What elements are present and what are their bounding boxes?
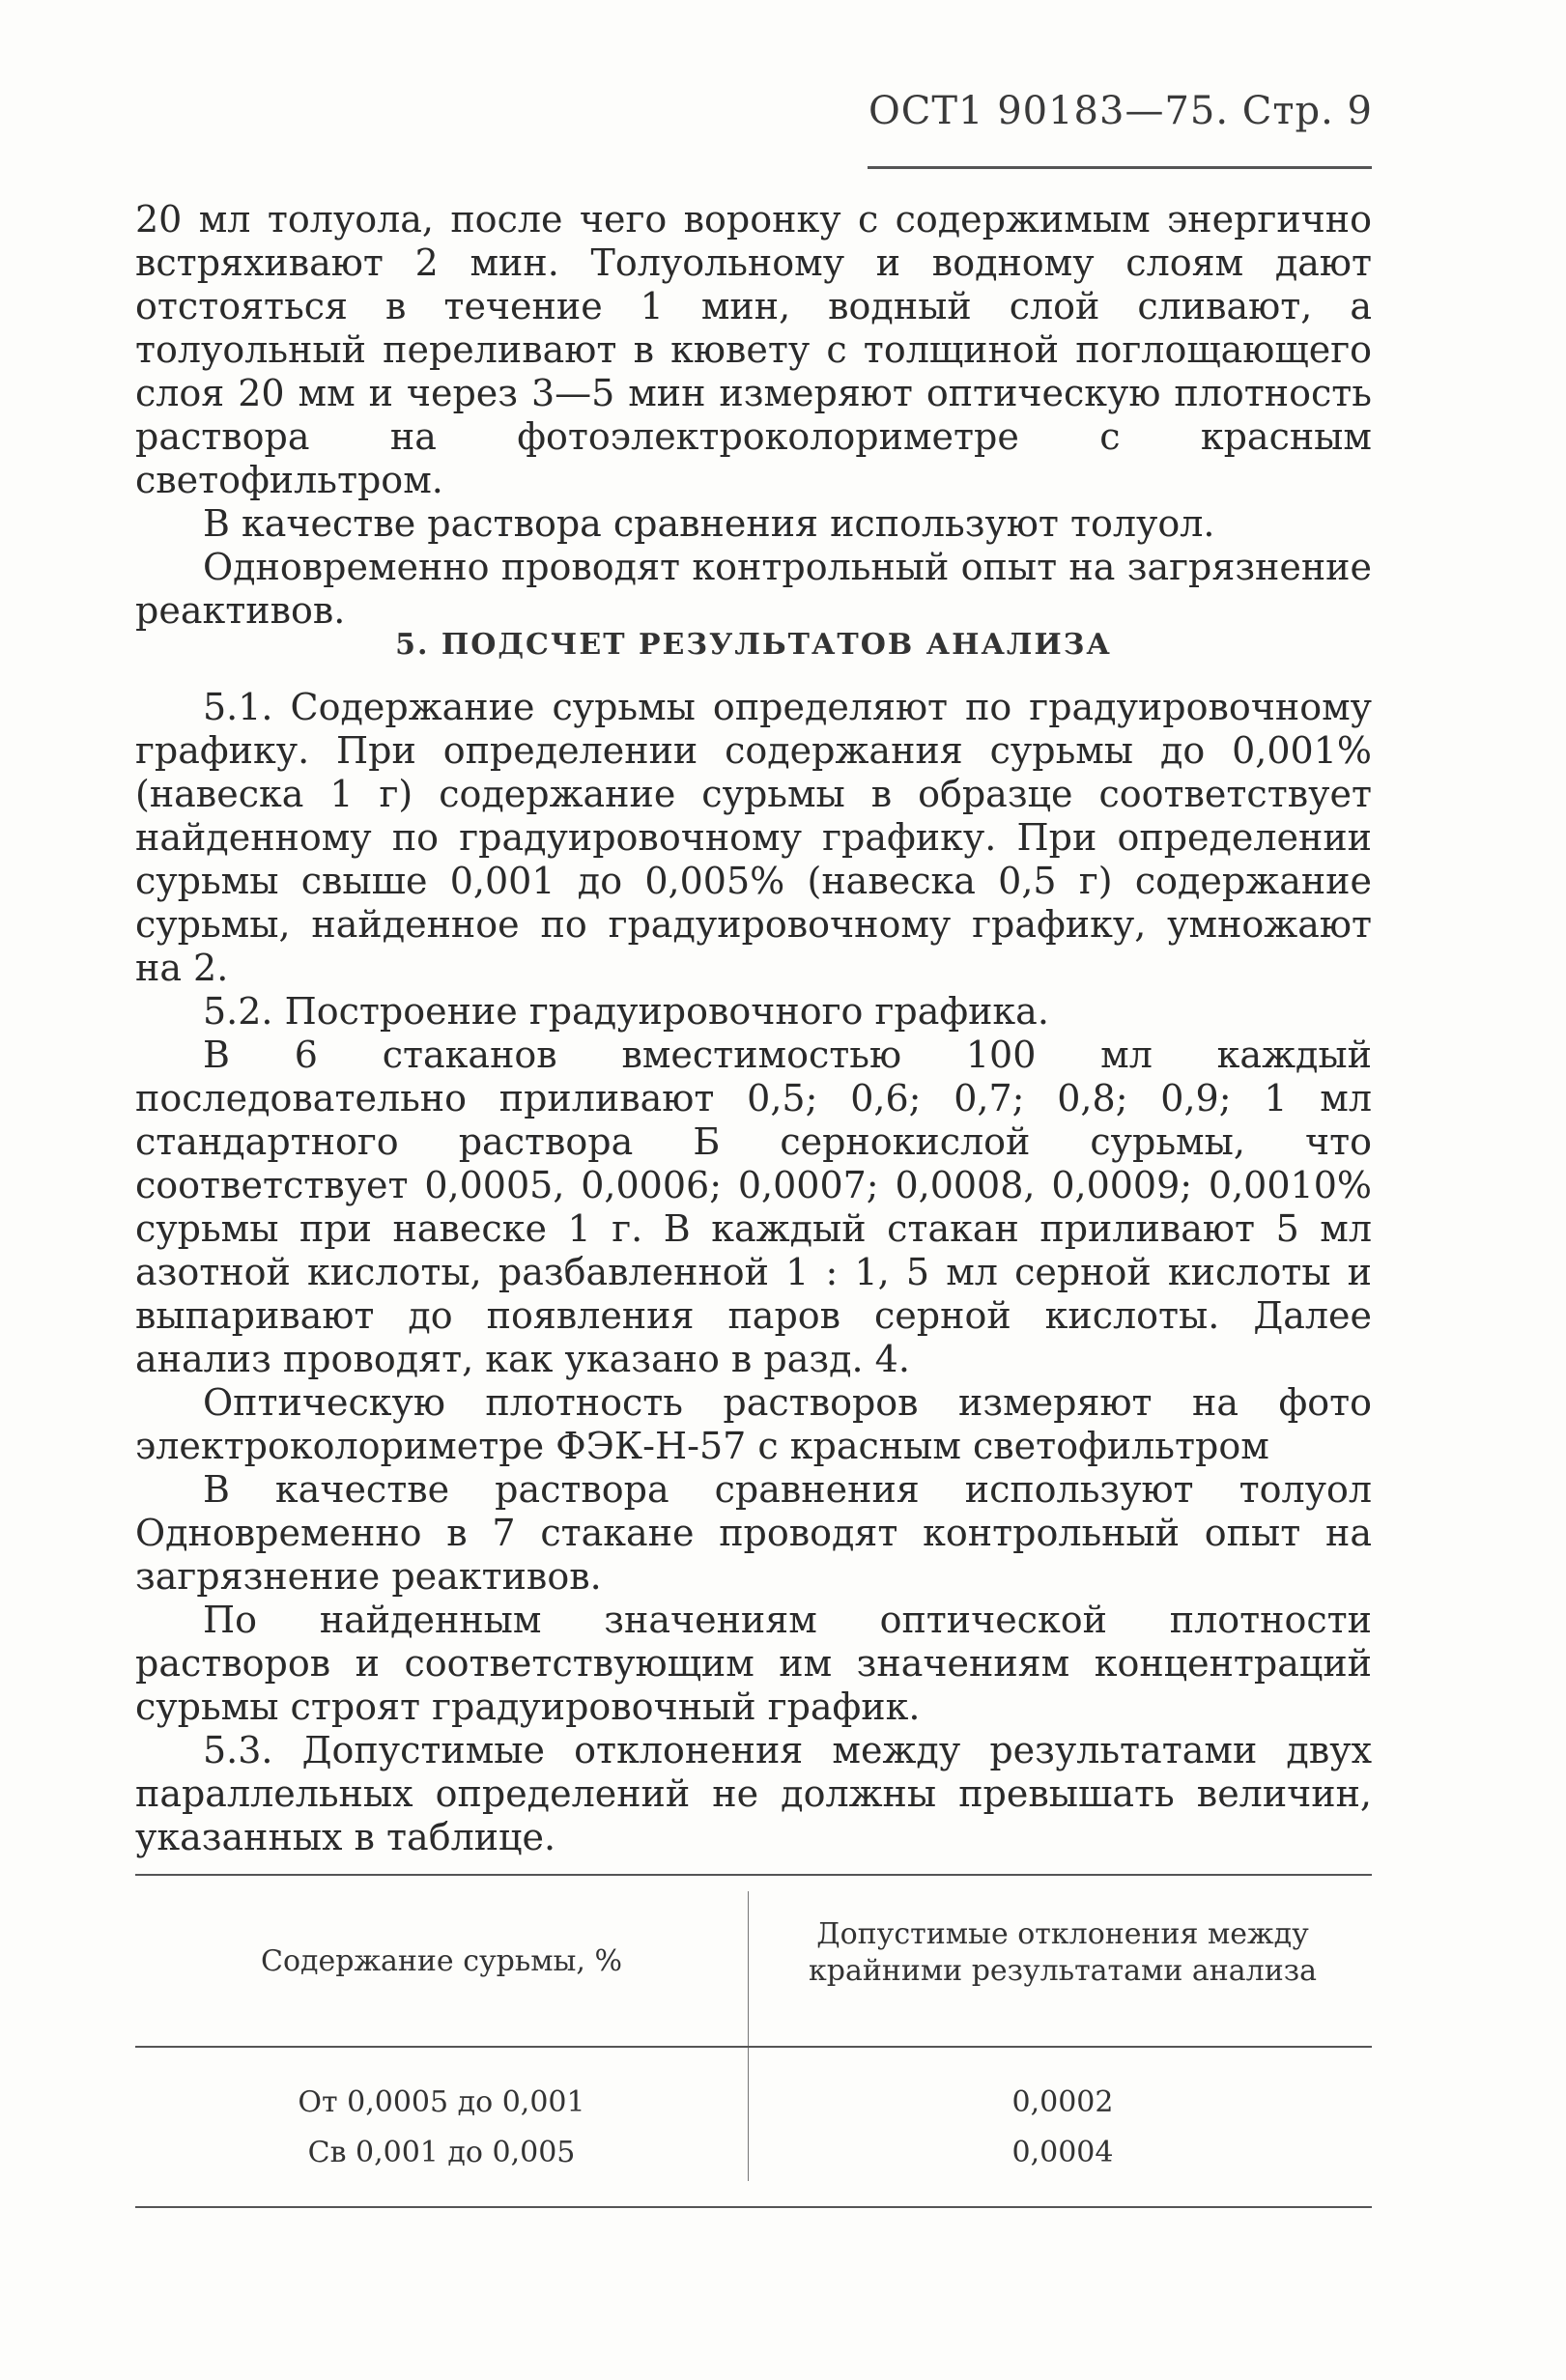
table-bottom-rule bbox=[135, 2206, 1372, 2208]
paragraph: Оптическую плотность растворов измеряют на фото электроколориметре ФЭК-Н-57 с красным светофильтром bbox=[135, 1381, 1372, 1467]
table-cell: 0,0004 bbox=[1011, 2136, 1114, 2169]
table-cell: Св 0,001 до 0,005 bbox=[307, 2136, 576, 2169]
paragraph: 20 мл толуола, после чего воронку с содержимым энергично встряхивают 2 мин. Толуольному и водному слоям дают отстояться в течение 1 мин, водный слой сливают, а толуольный переливают в кювету с толщиной поглощающего слоя 20 мм и через 3—5 мин измеряют оптическую плотность раствора на фотоэлектроколориметре с красным светофильтром. bbox=[135, 198, 1372, 501]
table-header-deviation: Допустимые отклонения между крайними результатами анализа bbox=[809, 1917, 1317, 1988]
table-cell: 0,0002 bbox=[1011, 2085, 1114, 2119]
header-rule bbox=[868, 166, 1372, 169]
paragraph: По найденным значениям оптической плотности растворов и соответствующим им значениям концентраций сурьмы строят градуировочный график. bbox=[135, 1599, 1372, 1728]
deviation-table bbox=[135, 1874, 1372, 2169]
section-text bbox=[135, 686, 1372, 1859]
table-header-content: Содержание сурьмы, % bbox=[261, 1944, 622, 1978]
paragraph: 5.2. Построение градуировочного графика. bbox=[203, 990, 1049, 1033]
table-top-rule bbox=[135, 1874, 1372, 1876]
paragraph: В качестве раствора сравнения используют толуол Одновременно в 7 стакане проводят контрольный опыт на загрязнение реактивов. bbox=[135, 1468, 1372, 1598]
intro-text bbox=[135, 198, 1372, 633]
table-header-rule bbox=[135, 2046, 1372, 2048]
page-header: ОСТ1 90183—75. Стр. 9 bbox=[868, 89, 1373, 133]
section-title: 5. ПОДСЧЕТ РЕЗУЛЬТАТОВ АНАЛИЗА bbox=[395, 628, 1112, 662]
paragraph: В 6 стаканов вместимостью 100 мл каждый последовательно приливают 0,5; 0,6; 0,7; 0,8; 0,9; 1 мл стандартного раствора Б сернокислой сурьмы, что соответствует 0,0005, 0,0006; 0,0007; 0,0008, 0,0009; 0,0010% сурьмы при навеске 1 г. В каждый стакан приливают 5 мл азотной кислоты, разбавленной 1 : 1, 5 мл серной кислоты и выпаривают до появления паров серной кислоты. Далее анализ проводят, как указано в разд. 4. bbox=[135, 1034, 1372, 1380]
table-cell: От 0,0005 до 0,001 bbox=[298, 2085, 585, 2119]
paragraph: Одновременно проводят контрольный опыт на загрязнение реактивов. bbox=[135, 546, 1372, 632]
paragraph: 5.3. Допустимые отклонения между результатами двух параллельных определений не должны превышать величин, указанных в таблице. bbox=[135, 1729, 1372, 1858]
paragraph: В качестве раствора сравнения используют толуол. bbox=[203, 502, 1215, 545]
table-column-divider bbox=[748, 1891, 749, 2181]
paragraph: 5.1. Содержание сурьмы определяют по градуировочному графику. При определении содержания сурьмы до 0,001% (навеска 1 г) содержание сурьмы в образце соответствует найденному по градуировочному графику. При определении сурьмы свыше 0,001 до 0,005% (навеска 0,5 г) содержание сурьмы, найденное по градуировочному графику, умножают на 2. bbox=[135, 686, 1372, 989]
